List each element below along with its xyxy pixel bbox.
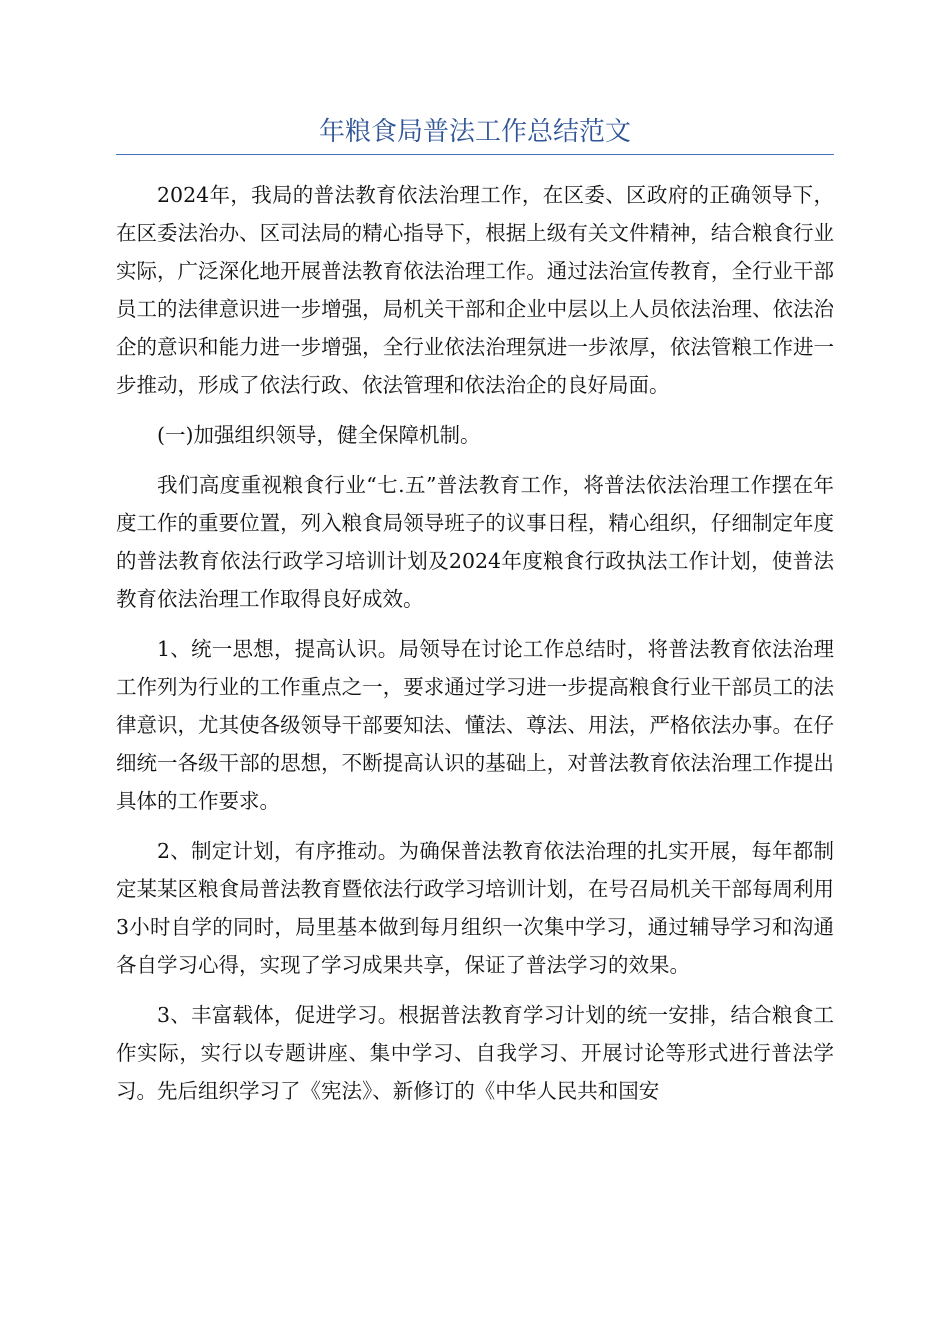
document-title: 年粮食局普法工作总结范文 (318, 117, 631, 147)
paragraph-item-1: 1、统一思想，提高认识。局领导在讨论工作总结时，将普法教育依法治理工作列为行业的工作重点之一，要求通过学习进一步提高粮食行业干部员工的法律意识，尤其使各级领导干部要知法、懂法、尊法、用法，严格依法办事。在仔细统一各级干部的思想，不断提高认识的基础上，对普法教育依法治理工作提出具体的工作要求。 (116, 637, 834, 813)
paragraph-item-2: 2、制定计划，有序推动。为确保普法教育依法治理的扎实开展，每年都制定某某区粮食局普法教育暨依法行政学习培训计划，在号召局机关干部每周利用3小时自学的同时，局里基本做到每月组织一次集中学习，通过辅导学习和沟通各自学习心得，实现了学习成果共享，保证了普法学习的效果。 (116, 839, 834, 977)
paragraph-intro: 2024年，我局的普法教育依法治理工作，在区委、区政府的正确领导下，在区委法治办、区司法局的精心指导下，根据上级有关文件精神，结合粮食行业实际，广泛深化地开展普法教育依法治理工作。通过法治宣传教育，全行业干部员工的法律意识进一步增强，局机关干部和企业中层以上人员依法治理、依法治企的意识和能力进一步增强，全行业依法治理氛进一步浓厚，依法管粮工作进一步推动，形成了依法行政、依法管理和依法治企的良好局面。 (116, 183, 834, 397)
title-underline (116, 154, 834, 155)
paragraph-item-3: 3、丰富载体，促进学习。根据普法教育学习计划的统一安排，结合粮食工作实际，实行以专题讲座、集中学习、自我学习、开展讨论等形式进行普法学习。先后组织学习了《宪法》、新修订的《中华人民共和国安 (116, 1003, 834, 1103)
section-heading-1: (一)加强组织领导，健全保障机制。 (157, 423, 481, 447)
paragraph-section-1: 我们高度重视粮食行业“七.五”普法教育工作，将普法依法治理工作摆在年度工作的重要位置，列入粮食局领导班子的议事日程，精心组织，仔细制定年度的普法教育依法行政学习培训计划及2024年度粮食行政执法工作计划，使普法教育依法治理工作取得良好成效。 (116, 473, 834, 611)
document-body (116, 176, 834, 1122)
